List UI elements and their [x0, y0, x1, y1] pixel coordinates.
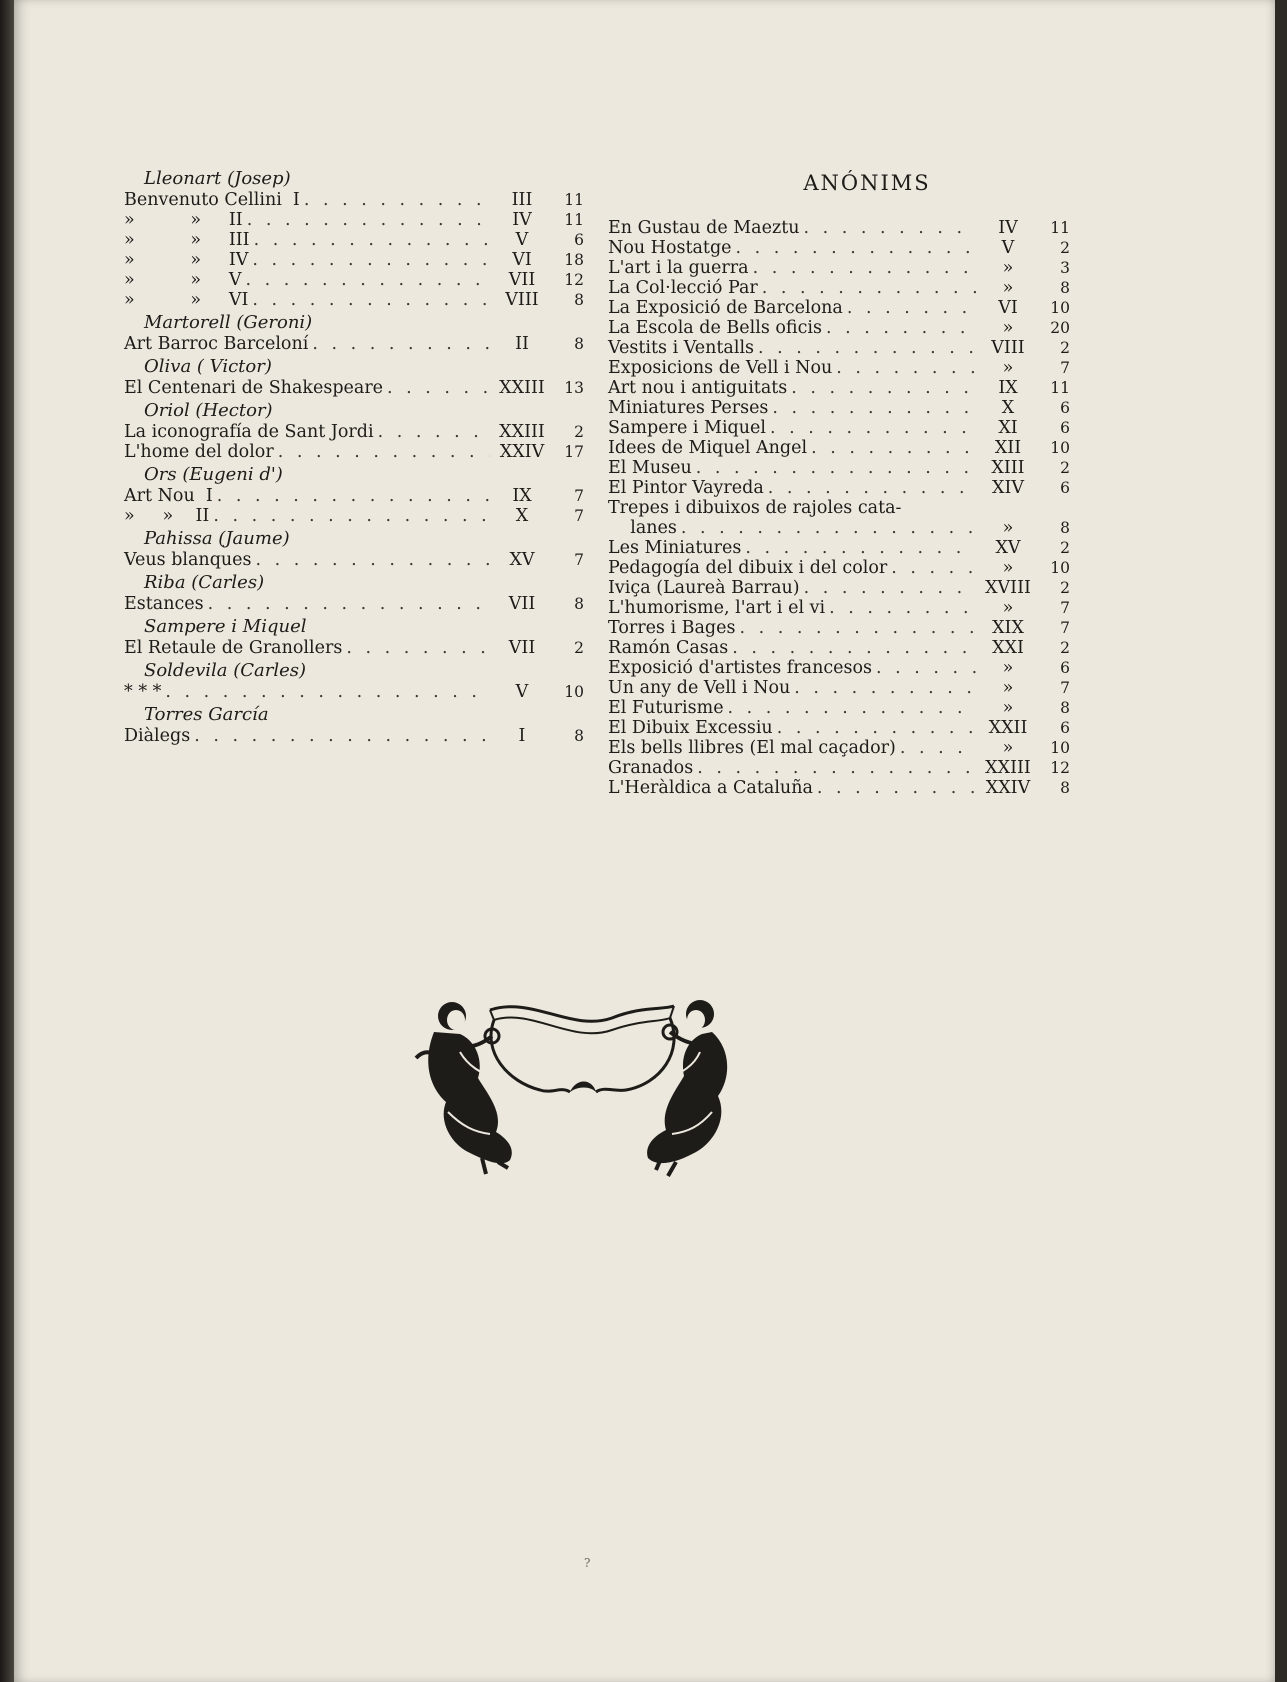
dot-leader — [787, 378, 976, 398]
entry-volume: XIII — [991, 458, 1025, 478]
entry-volume: » — [1002, 598, 1014, 618]
entry-page: 2 — [1060, 639, 1070, 657]
author-heading: Martorell (Geroni) — [144, 312, 313, 333]
entry-volume: XXIII — [985, 758, 1031, 778]
anonims-entry — [608, 218, 1070, 238]
author-heading: Oriol (Hector) — [144, 400, 273, 421]
entry-page: 11 — [1050, 379, 1070, 397]
anonims-entry — [608, 638, 1070, 658]
cherubs-banner-vignette-icon — [412, 992, 762, 1192]
anonims-entry — [608, 698, 1070, 718]
index-page — [14, 0, 1275, 1682]
entry-page: 13 — [564, 379, 584, 397]
anonims-entry — [608, 338, 1070, 358]
entry-title: Pedagogía del dibuix i del color — [608, 558, 888, 578]
entry-volume: » — [1002, 678, 1014, 698]
entry-volume: XI — [998, 418, 1018, 438]
dot-leader — [308, 334, 490, 354]
entry-title: L'home del dolor — [124, 442, 274, 462]
entry-page: 6 — [1060, 399, 1070, 417]
dot-leader — [213, 486, 490, 506]
entry-title: L'Heràldica a Cataluña — [608, 778, 813, 798]
index-entry — [124, 230, 584, 250]
entry-title: El Pintor Vayreda — [608, 478, 764, 498]
dot-leader — [374, 422, 490, 442]
entry-page: 10 — [1050, 739, 1070, 757]
dot-leader — [677, 518, 976, 538]
entry-volume: X — [515, 506, 529, 526]
dot-leader — [248, 290, 490, 310]
index-entry — [124, 290, 584, 310]
anonims-entry — [608, 258, 1070, 278]
entry-page: 7 — [1060, 359, 1070, 377]
dot-leader — [190, 726, 490, 746]
entry-title: La Escola de Bells oficis — [608, 318, 822, 338]
entry-volume: XIX — [992, 618, 1024, 638]
entry-volume: XXIV — [985, 778, 1031, 798]
entry-title: » » V — [124, 270, 242, 290]
dot-leader — [764, 478, 976, 498]
dot-leader — [822, 318, 976, 338]
anonims-entry — [608, 778, 1070, 798]
index-entry — [124, 270, 584, 290]
entry-page: 8 — [574, 335, 584, 353]
index-entry — [124, 210, 584, 230]
entry-volume: VIII — [991, 338, 1025, 358]
index-entry — [124, 334, 584, 354]
index-entry — [124, 250, 584, 270]
dot-leader — [161, 682, 490, 702]
entry-page: 7 — [1060, 679, 1070, 697]
entry-page: 8 — [1060, 779, 1070, 797]
dot-leader — [242, 270, 491, 290]
entry-volume: IX — [512, 486, 532, 506]
author-heading: Oliva ( Victor) — [144, 356, 272, 377]
entry-page: 12 — [1050, 759, 1070, 777]
dot-leader — [843, 298, 976, 318]
heading-spacer — [608, 200, 1070, 218]
dot-leader — [342, 638, 490, 658]
dot-leader — [243, 210, 490, 230]
entry-title: Exposició d'artistes francesos — [608, 658, 873, 678]
entry-volume: » — [1002, 658, 1014, 678]
entry-title: La Exposició de Barcelona — [608, 298, 843, 318]
entry-title: El Dibuix Excessiu — [608, 718, 773, 738]
entry-page: 8 — [574, 291, 584, 309]
entry-title: » » II — [124, 506, 210, 526]
author-heading: Soldevila (Carles) — [144, 660, 307, 681]
entry-title: Iviça (Laureà Barrau) — [608, 578, 800, 598]
entry-page: 6 — [1060, 479, 1070, 497]
entry-page: 11 — [564, 191, 584, 209]
entry-page: 10 — [1050, 439, 1070, 457]
dot-leader — [790, 678, 976, 698]
entry-volume: » — [1002, 318, 1014, 338]
dot-leader — [724, 698, 976, 718]
entry-volume: XII — [994, 438, 1022, 458]
entry-title: El Futurisme — [608, 698, 724, 718]
entry-volume: VI — [512, 250, 532, 270]
entry-volume: XVIII — [985, 578, 1031, 598]
entry-title: En Gustau de Maeztu — [608, 218, 800, 238]
anonims-entry — [608, 438, 1070, 458]
author-heading: Ors (Eugeni d') — [144, 464, 283, 485]
entry-volume: IV — [512, 210, 532, 230]
entry-volume: XV — [995, 538, 1021, 558]
entry-title: » » IV — [124, 250, 249, 270]
entry-volume: XXIII — [499, 422, 545, 442]
entry-title: Un any de Vell i Nou — [608, 678, 791, 698]
entry-page: 2 — [1060, 339, 1070, 357]
entry-page: 3 — [1060, 259, 1070, 277]
entry-volume: V — [515, 230, 529, 250]
entry-title: Les Miniatures — [608, 538, 742, 558]
entry-page: 2 — [574, 423, 584, 441]
index-entry — [124, 190, 584, 210]
dot-leader — [252, 550, 490, 570]
entry-page: 8 — [574, 595, 584, 613]
entry-page: 12 — [564, 271, 584, 289]
index-entry — [124, 442, 584, 462]
entry-volume: III — [511, 190, 533, 210]
anonims-entry — [608, 418, 1070, 438]
entry-volume: VII — [508, 270, 536, 290]
entry-volume: XXIII — [499, 378, 545, 398]
entry-volume: VI — [998, 298, 1018, 318]
index-entry — [124, 422, 584, 442]
entry-volume: I — [518, 726, 526, 746]
dot-leader — [204, 594, 490, 614]
index-entry — [124, 506, 584, 526]
anonims-entry — [608, 658, 1070, 678]
index-entry — [124, 682, 584, 702]
anonims-entry — [608, 758, 1070, 778]
entry-volume: » — [1002, 518, 1014, 538]
author-heading: Lleonart (Josep) — [144, 168, 291, 189]
dot-leader — [800, 578, 976, 598]
entry-volume: XXII — [988, 718, 1028, 738]
dot-leader — [766, 418, 976, 438]
entry-page: 6 — [574, 231, 584, 249]
entry-volume: » — [1002, 358, 1014, 378]
dot-leader — [732, 238, 976, 258]
entry-page: 18 — [564, 251, 584, 269]
dot-leader — [728, 638, 976, 658]
entry-page: 7 — [574, 551, 584, 569]
index-entry — [124, 378, 584, 398]
dot-leader — [807, 438, 976, 458]
index-entry — [124, 486, 584, 506]
anonims-entry — [608, 278, 1070, 298]
anonims-entry — [608, 238, 1070, 258]
entry-page: 2 — [1060, 539, 1070, 557]
dot-leader — [832, 358, 976, 378]
entry-title: Els bells llibres (El mal caçador) — [608, 738, 896, 758]
entry-title: Idees de Miquel Angel — [608, 438, 808, 458]
dot-leader — [800, 218, 977, 238]
entry-title: Exposicions de Vell i Nou — [608, 358, 833, 378]
author-heading: Pahissa (Jaume) — [144, 528, 290, 549]
entry-page: 10 — [564, 683, 584, 701]
entry-page: 11 — [564, 211, 584, 229]
entry-title: Veus blanques — [124, 550, 252, 570]
anonims-heading: ANÓNIMS — [803, 171, 931, 195]
dot-leader — [773, 718, 976, 738]
dot-leader — [383, 378, 490, 398]
entry-page: 7 — [574, 487, 584, 505]
entry-title: » » III — [124, 230, 250, 250]
anonims-entry — [608, 298, 1070, 318]
dot-leader — [250, 230, 490, 250]
anonims-entry — [608, 618, 1070, 638]
anonims-entry — [608, 538, 1070, 558]
entry-page: 2 — [1060, 459, 1070, 477]
entry-volume: » — [1002, 698, 1014, 718]
entry-title: Sampere i Miquel — [608, 418, 766, 438]
dot-leader — [758, 278, 976, 298]
entry-page: 10 — [1050, 299, 1070, 317]
entry-volume: VII — [508, 638, 536, 658]
dot-leader — [872, 658, 976, 678]
dot-leader — [735, 618, 976, 638]
dot-leader — [813, 778, 976, 798]
entry-volume: IV — [998, 218, 1018, 238]
entry-volume: VII — [508, 594, 536, 614]
entry-volume: » — [1002, 278, 1014, 298]
dot-leader — [209, 506, 490, 526]
entry-title: Benvenuto Cellini I — [124, 190, 300, 210]
entry-page: 6 — [1060, 659, 1070, 677]
entry-title: L'humorisme, l'art i el vi — [608, 598, 826, 618]
entry-page: 7 — [1060, 619, 1070, 637]
entry-title: Miniatures Perses — [608, 398, 769, 418]
entry-page: 2 — [574, 639, 584, 657]
book-spine-shadow — [0, 0, 14, 1682]
entry-title: » » VI — [124, 290, 249, 310]
anonims-entry — [608, 398, 1070, 418]
entry-title: Torres i Bages — [608, 618, 736, 638]
entry-volume: XXIV — [499, 442, 545, 462]
entry-page: 8 — [574, 727, 584, 745]
anonims-entry — [608, 678, 1070, 698]
entry-page: 6 — [1060, 719, 1070, 737]
anonims-entry — [608, 518, 1070, 538]
dot-leader — [300, 190, 490, 210]
dot-leader — [749, 258, 976, 278]
author-heading: Riba (Carles) — [144, 572, 265, 593]
entry-title: Art Barroc Barceloní — [124, 334, 309, 354]
entry-title: lanes — [608, 518, 677, 538]
index-entry — [124, 726, 584, 746]
anonims-entry — [608, 718, 1070, 738]
entry-title: El Museu — [608, 458, 692, 478]
index-entry — [124, 638, 584, 658]
dot-leader — [825, 598, 976, 618]
entry-volume: » — [1002, 558, 1014, 578]
anonims-entry — [608, 458, 1070, 478]
entry-volume: » — [1002, 258, 1014, 278]
author-heading: Torres García — [144, 704, 269, 725]
entry-volume: XV — [509, 550, 535, 570]
dot-leader — [693, 758, 976, 778]
anonims-entry — [608, 478, 1070, 498]
entry-page: 10 — [1050, 559, 1070, 577]
entry-title: Art nou i antiguitats — [608, 378, 788, 398]
entry-volume: X — [1001, 398, 1015, 418]
entry-title: Nou Hostatge — [608, 238, 732, 258]
entry-title: El Retaule de Granollers — [124, 638, 343, 658]
dot-leader — [754, 338, 976, 358]
dot-leader — [887, 558, 976, 578]
entry-title: La Col·lecció Par — [608, 278, 758, 298]
entry-page: 6 — [1060, 419, 1070, 437]
entry-volume: VIII — [505, 290, 539, 310]
entry-page: 2 — [1060, 579, 1070, 597]
entry-title: Granados — [608, 758, 694, 778]
entry-title: Diàlegs — [124, 726, 191, 746]
anonims-entry — [608, 558, 1070, 578]
entry-page: 11 — [1050, 219, 1070, 237]
entry-page: 17 — [564, 443, 584, 461]
entry-volume: » — [1002, 738, 1014, 758]
dot-leader — [248, 250, 490, 270]
entry-title: Estances — [124, 594, 204, 614]
author-heading: Sampere i Miquel — [144, 616, 307, 637]
anonims-entry-list — [608, 218, 1070, 798]
dot-leader — [274, 442, 490, 462]
entry-title: La iconografía de Sant Jordi — [124, 422, 374, 442]
entry-page: 20 — [1050, 319, 1070, 337]
entry-page: 7 — [574, 507, 584, 525]
dot-leader — [768, 398, 976, 418]
entry-page: 2 — [1060, 239, 1070, 257]
entry-volume: XIV — [991, 478, 1024, 498]
entry-volume: II — [515, 334, 529, 354]
entry-volume: V — [1001, 238, 1015, 258]
entry-volume: IX — [998, 378, 1018, 398]
entry-title: L'art i la guerra — [608, 258, 749, 278]
anonims-entry — [608, 578, 1070, 598]
page-mark: ? — [584, 1556, 591, 1570]
index-entry — [124, 550, 584, 570]
entry-title: * * * — [124, 682, 162, 702]
entry-page: 8 — [1060, 519, 1070, 537]
index-entry — [124, 594, 584, 614]
anonims-entry — [608, 498, 1070, 518]
entry-page: 8 — [1060, 699, 1070, 717]
entry-title: Art Nou I — [124, 486, 213, 506]
anonims-entry — [608, 738, 1070, 758]
anonims-entry — [608, 318, 1070, 338]
anonims-entry — [608, 358, 1070, 378]
entry-volume: XXI — [992, 638, 1024, 658]
anonims-entry — [608, 598, 1070, 618]
entry-title: El Centenari de Shakespeare — [124, 378, 384, 398]
entry-title: Vestits i Ventalls — [608, 338, 755, 358]
index-right-column — [608, 166, 1070, 798]
dot-leader — [896, 738, 976, 758]
entry-title: » » II — [124, 210, 243, 230]
entry-volume: V — [515, 682, 529, 702]
dot-leader — [741, 538, 976, 558]
entry-page: 8 — [1060, 279, 1070, 297]
entry-title: Trepes i dibuixos de rajoles cata- — [608, 498, 902, 518]
index-left-column — [124, 166, 584, 746]
dot-leader — [692, 458, 976, 478]
entry-title: Ramón Casas — [608, 638, 729, 658]
anonims-entry — [608, 378, 1070, 398]
entry-page: 7 — [1060, 599, 1070, 617]
